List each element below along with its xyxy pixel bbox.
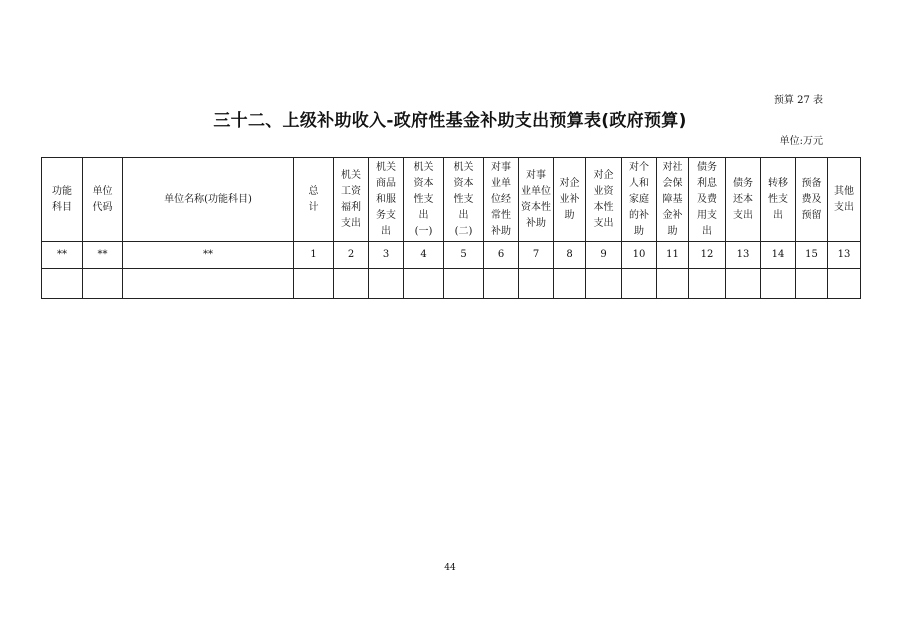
header-cell — [123, 158, 294, 242]
header-cell — [726, 158, 761, 242]
data-cell — [334, 269, 369, 299]
empty-data-row — [42, 269, 861, 299]
index-cell: 5 — [444, 242, 484, 269]
header-label: 机关 资本 性支 出 (二) — [453, 161, 474, 237]
data-cell — [519, 269, 554, 299]
header-cell — [796, 158, 828, 242]
index-cell: 10 — [622, 242, 657, 269]
header-label: 债务 利息 及费 用支 出 — [697, 161, 717, 237]
index-cell: 7 — [519, 242, 554, 269]
index-cell: 13 — [828, 242, 861, 269]
header-cell — [294, 158, 334, 242]
index-cell: ** — [42, 242, 83, 269]
data-cell — [657, 269, 689, 299]
index-cell: 8 — [554, 242, 586, 269]
data-cell — [586, 269, 622, 299]
data-cell — [689, 269, 726, 299]
data-cell — [726, 269, 761, 299]
index-cell: 13 — [726, 242, 761, 269]
header-cell — [586, 158, 622, 242]
index-cell: 11 — [657, 242, 689, 269]
data-cell — [761, 269, 796, 299]
data-cell — [83, 269, 123, 299]
header-label: 对事 业单 位经 常性 补助 — [491, 161, 511, 237]
table-number: 预算 27 表 — [773, 95, 823, 106]
header-cell — [622, 158, 657, 242]
header-cell — [42, 158, 83, 242]
header-label: 机关 资本 性支 出 (一) — [413, 161, 434, 237]
index-cell: ** — [123, 242, 294, 269]
data-cell — [42, 269, 83, 299]
header-cell — [519, 158, 554, 242]
header-cell — [404, 158, 444, 242]
unit-label: 单位:万元 — [779, 136, 823, 147]
header-label: 对企 业资 本性 支出 — [593, 169, 614, 229]
header-label: 对企 业补 助 — [559, 177, 580, 221]
index-cell: 15 — [796, 242, 828, 269]
index-cell: 1 — [294, 242, 334, 269]
index-cell: ** — [83, 242, 123, 269]
data-cell — [796, 269, 828, 299]
header-label: 对事 业单位 资本性 补助 — [521, 169, 551, 229]
header-label: 机关 商品 和服 务支 出 — [376, 161, 396, 237]
header-label: 债务 还本 支出 — [733, 177, 753, 221]
index-cell: 3 — [369, 242, 404, 269]
budget-table — [41, 157, 861, 299]
header-cell — [828, 158, 861, 242]
data-cell — [123, 269, 294, 299]
header-cell — [369, 158, 404, 242]
header-label: 其他 支出 — [834, 185, 854, 213]
header-label: 机关 工资 福利 支出 — [341, 169, 361, 229]
header-label: 对社 会保 障基 金补 助 — [662, 161, 683, 237]
header-label: 功能 科目 — [52, 185, 72, 213]
index-row — [42, 242, 861, 269]
index-cell: 12 — [689, 242, 726, 269]
data-cell — [554, 269, 586, 299]
index-cell: 6 — [484, 242, 519, 269]
index-cell: 2 — [334, 242, 369, 269]
data-cell — [369, 269, 404, 299]
data-cell — [622, 269, 657, 299]
header-cell — [657, 158, 689, 242]
header-label: 单位 代码 — [92, 185, 113, 213]
header-cell — [484, 158, 519, 242]
header-label: 预备 费及 预留 — [801, 177, 822, 221]
header-label: 总 计 — [308, 185, 319, 213]
header-cell — [334, 158, 369, 242]
data-cell — [828, 269, 861, 299]
data-cell — [404, 269, 444, 299]
page-number: 44 — [444, 563, 456, 573]
header-cell — [83, 158, 123, 242]
header-label: 对个 人和 家庭 的补 助 — [629, 161, 649, 237]
page-title: 三十二、上级补助收入-政府性基金补助支出预算表(政府预算) — [213, 111, 687, 131]
header-cell — [761, 158, 796, 242]
header-row — [42, 158, 861, 242]
header-cell — [689, 158, 726, 242]
data-cell — [484, 269, 519, 299]
header-cell — [444, 158, 484, 242]
header-label: 单位名称(功能科目) — [164, 193, 252, 205]
data-cell — [294, 269, 334, 299]
index-cell: 4 — [404, 242, 444, 269]
header-cell — [554, 158, 586, 242]
index-cell: 14 — [761, 242, 796, 269]
header-label: 转移 性支 出 — [768, 177, 788, 221]
data-cell — [444, 269, 484, 299]
index-cell: 9 — [586, 242, 622, 269]
